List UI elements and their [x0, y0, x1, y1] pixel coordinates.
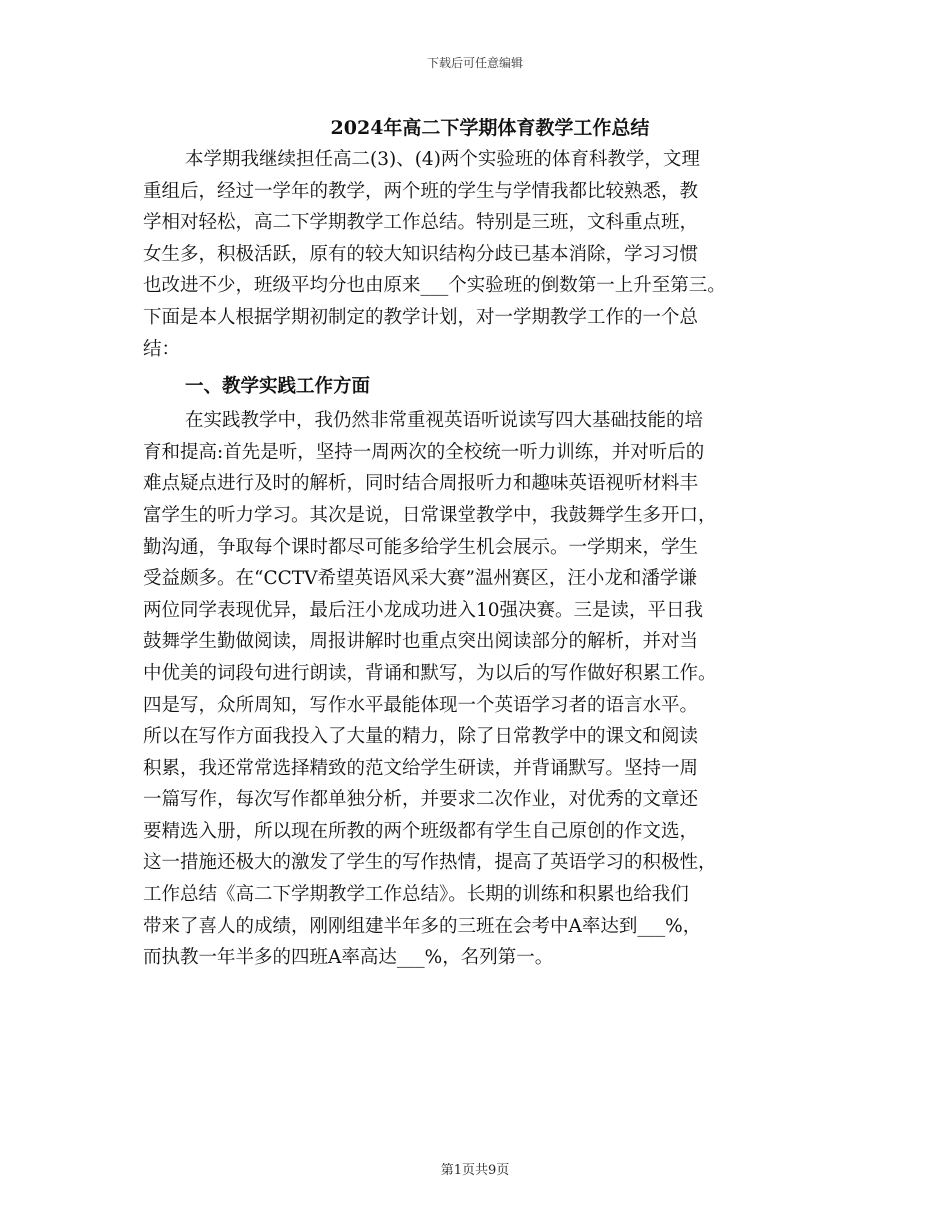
paragraph-line: 要精选入册，所以现在所教的两个班级都有学生自己原创的作文选，: [143, 820, 699, 842]
page-header: 下载后可任意编辑: [426, 56, 523, 70]
paragraph-line: 重组后，经过一学年的教学，两个班的学生与学情我都比较熟悉，教: [143, 180, 699, 202]
paragraph-line: 富学生的听力学习。其次是说，日常课堂教学中，我鼓舞学生多开口，: [143, 504, 717, 526]
paragraph-line: 而执教一年半多的四班A率高达___%，名列第一。: [143, 947, 554, 969]
paragraph-line: 女生多，积极活跃，原有的较大知识结构分歧已基本消除，学习习惯: [143, 243, 699, 265]
paragraph-line: 下面是本人根据学期初制定的教学计划，对一学期教学工作的一个总: [143, 306, 699, 328]
intro-paragraph: [143, 144, 823, 365]
paragraph-line: 结：: [143, 338, 181, 360]
paragraph-line: 难点疑点进行及时的解析，同时结合周报听力和趣味英语视听材料丰: [143, 473, 699, 495]
paragraph-line: 本学期我继续担任高二(3)、(4)两个实验班的体育科教学，文理: [185, 149, 700, 170]
paragraph-line: 育和提高:首先是听，坚持一周两次的全校统一听力训练，并对听后的: [143, 441, 705, 463]
paragraph-line: 也改进不少，班级平均分也由原来___个实验班的倒数第一上升至第三。: [143, 275, 726, 297]
section1-paragraph: [143, 405, 823, 974]
paragraph-line: 这一措施还极大的激发了学生的写作热情，提高了英语学习的积极性，: [143, 852, 717, 874]
paragraph-line: 积累，我还常常选择精致的范文给学生研读，并背诵默写。坚持一周: [143, 757, 699, 779]
document-body: [143, 112, 823, 974]
paragraph-line: 受益颇多。在“CCTV希望英语风采大赛”温州赛区，汪小龙和潘学谦: [143, 568, 697, 590]
paragraph-line: 所以在写作方面我投入了大量的精力，除了日常教学中的课文和阅读: [143, 726, 699, 748]
paragraph-line: 勤沟通，争取每个课时都尽可能多给学生机会展示。一学期来，学生: [143, 536, 699, 558]
paragraph-line: 中优美的词段句进行朗读，背诵和默写，为以后的写作做好积累工作。: [143, 662, 717, 684]
paragraph-line: 一篇写作，每次写作都单独分析，并要求二次作业，对优秀的文章还: [143, 789, 699, 811]
paragraph-line: 四是写，众所周知，写作水平最能体现一个英语学习者的语言水平。: [143, 694, 699, 716]
paragraph-line: 两位同学表现优异，最后汪小龙成功进入10强决赛。三是读，平日我: [143, 599, 704, 621]
document-title: 2024年高二下学期体育教学工作总结: [330, 117, 650, 139]
paragraph-line: 带来了喜人的成绩，刚刚组建半年多的三班在会考中A率达到___%，: [143, 915, 702, 937]
page-number: 第1页共9页: [440, 1163, 510, 1178]
paragraph-line: 在实践教学中，我仍然非常重视英语听说读写四大基础技能的培: [185, 410, 704, 432]
paragraph-line: 工作总结《高二下学期教学工作总结》。长期的训练和积累也给我们: [143, 884, 689, 906]
paragraph-line: 鼓舞学生勤做阅读，周报讲解时也重点突出阅读部分的解析，并对当: [143, 631, 699, 653]
section-heading: 一、教学实践工作方面: [185, 376, 371, 398]
paragraph-line: 学相对轻松，高二下学期教学工作总结。特别是三班，文科重点班，: [143, 212, 699, 234]
